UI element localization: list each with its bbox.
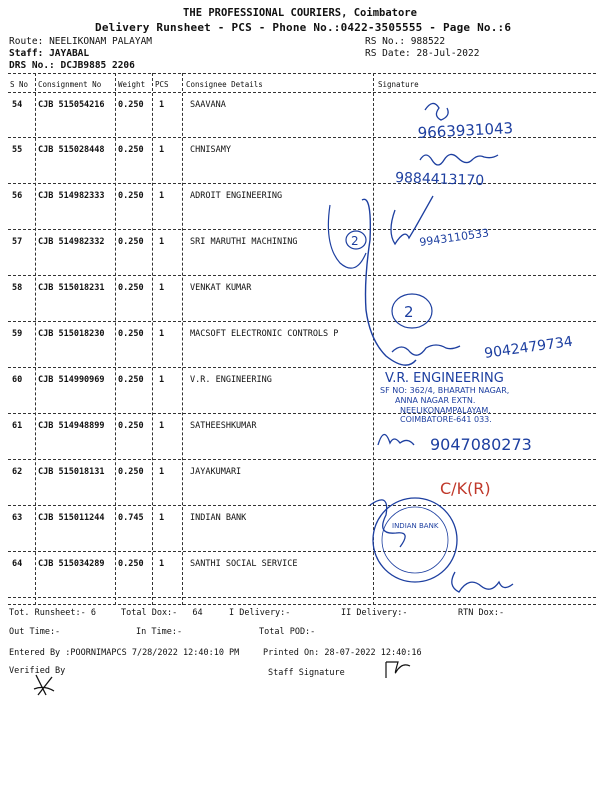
handwritten-phone: 9663931043 <box>417 119 514 142</box>
row-weight: 0.250 <box>118 237 144 247</box>
drs-label: DRS No.: <box>9 60 55 71</box>
entered-by-value: POORNIMAPCS 7/28/2022 12:40:10 PM <box>70 648 240 658</box>
signature-scribble <box>362 199 416 365</box>
col-header-sno: S No <box>10 80 29 89</box>
row-weight: 0.250 <box>118 559 144 569</box>
handwritten-phone: 9042479734 <box>483 333 574 362</box>
staff-signature-label: Staff Signature <box>268 668 345 678</box>
tot-runsheet <box>9 608 96 618</box>
handwritten-phone: 9884413170 <box>394 170 485 190</box>
row-consignment-no: CJB 515054216 <box>38 100 105 110</box>
rtn-dox-label: RTN Dox:- <box>458 608 505 618</box>
rs-date-value: 28-Jul-2022 <box>416 48 480 59</box>
row-consignee: MACSOFT ELECTRONIC CONTROLS P <box>190 329 339 339</box>
signature-scribble <box>425 103 448 120</box>
row-weight: 0.250 <box>118 100 144 110</box>
row-sno: 56 <box>12 191 23 201</box>
row-weight: 0.250 <box>118 145 144 155</box>
row-pcs: 1 <box>159 375 165 385</box>
row-consignment-no: CJB 514990969 <box>38 375 105 385</box>
rs-no-label: RS No.: <box>365 36 406 47</box>
stamp-name: V.R. ENGINEERING <box>385 371 504 386</box>
row-weight: 0.250 <box>118 191 144 201</box>
company-title: THE PROFESSIONAL COURIERS, Coimbatore <box>183 7 417 19</box>
row-consignee: ADROIT ENGINEERING <box>190 191 283 201</box>
row-sno: 62 <box>12 467 23 477</box>
stamp-address: SF NO: 362/4, BHARATH NAGAR, <box>380 386 510 395</box>
row-consignee: SATHEESHKUMAR <box>190 421 257 431</box>
row-sno: 61 <box>12 421 23 431</box>
row-consignment-no: CJB 514982333 <box>38 191 105 201</box>
stamp-address: NEELIKONAMPALAYAM, <box>400 406 491 415</box>
row-consignee: CHNISAMY <box>190 145 231 155</box>
bank-seal <box>373 498 457 582</box>
row-weight: 0.250 <box>118 467 144 477</box>
rs-date-label: RS Date: <box>365 48 411 59</box>
handwritten-phone: 9943110533 <box>418 226 490 249</box>
row-consignment-no: CJB 515018230 <box>38 329 105 339</box>
row-pcs: 1 <box>159 513 165 523</box>
row-weight: 0.250 <box>118 283 144 293</box>
row-pcs: 1 <box>159 191 165 201</box>
printed-on-label: Printed On: <box>263 648 320 658</box>
printed-on <box>263 648 422 658</box>
seal-outer-ring <box>373 498 457 582</box>
row-pcs: 1 <box>159 237 165 247</box>
handwritten-note: C/K(R) <box>440 479 491 498</box>
row-consignment-no: CJB 515018131 <box>38 467 105 477</box>
row-consignment-no: CJB 515034289 <box>38 559 105 569</box>
row-consignee: SAAVANA <box>190 100 226 110</box>
runsheet-subtitle: Delivery Runsheet - PCS - Phone No.:0422-3505555 - Page No.:6 <box>95 21 512 34</box>
out-time-label: Out Time:- <box>9 627 61 637</box>
row-consignee: JAYAKUMARI <box>190 467 242 477</box>
col-header-pcs: PCS <box>155 80 169 89</box>
row-sno: 54 <box>12 100 23 110</box>
row-pcs: 1 <box>159 467 165 477</box>
entered-by <box>9 648 239 658</box>
seal-inner-ring <box>382 507 448 573</box>
stamp-address: COIMBATORE-641 033. <box>400 415 492 424</box>
handwritten-phone: 9047080273 <box>430 435 532 454</box>
tot-runsheet-label: Tot. Runsheet:- <box>9 608 86 618</box>
signature-scribble <box>378 434 414 445</box>
row-consignment-no: CJB 515011244 <box>38 513 105 523</box>
route-label: Route: <box>9 36 44 47</box>
staff-signature-scribble <box>386 662 410 678</box>
row-weight: 0.250 <box>118 375 144 385</box>
row-sno: 64 <box>12 559 23 569</box>
total-pod-label: Total POD:- <box>259 627 316 637</box>
staff-value: JAYABAL <box>49 48 90 59</box>
row-weight: 0.250 <box>118 329 144 339</box>
row-pcs: 1 <box>159 100 165 110</box>
circled-number: 2 <box>404 303 414 321</box>
verified-by-signature <box>34 675 54 695</box>
col-header-consignment: Consignment No <box>38 80 102 89</box>
row-pcs: 1 <box>159 329 165 339</box>
row-pcs: 1 <box>159 145 165 155</box>
signature-scribble <box>452 572 513 592</box>
tot-runsheet-value: 6 <box>90 608 97 618</box>
row-consignee: INDIAN BANK <box>190 513 247 523</box>
row-consignment-no: CJB 515018231 <box>38 283 105 293</box>
row-sno: 58 <box>12 283 23 293</box>
total-dox-label: Total Dox:- <box>121 608 178 618</box>
row-sno: 60 <box>12 375 23 385</box>
row-consignment-no: CJB 515028448 <box>38 145 105 155</box>
company-stamp <box>380 371 509 424</box>
rs-no-value: 988522 <box>410 36 446 47</box>
signature-scribble <box>392 345 460 355</box>
row-pcs: 1 <box>159 559 165 569</box>
total-dox <box>121 608 203 618</box>
row-weight: 0.250 <box>118 421 144 431</box>
ii-delivery-label: II Delivery:- <box>341 608 408 618</box>
row-pcs: 1 <box>159 421 165 431</box>
row-consignment-no: CJB 514948899 <box>38 421 105 431</box>
row-consignee: VENKAT KUMAR <box>190 283 252 293</box>
col-header-consignee: Consignee Details <box>186 80 263 89</box>
row-sno: 63 <box>12 513 23 523</box>
signature-scribble <box>420 154 498 165</box>
row-consignee: SANTHI SOCIAL SERVICE <box>190 559 298 569</box>
in-time-label: In Time:- <box>136 627 183 637</box>
entered-by-label: Entered By : <box>9 648 71 658</box>
drs-value: DCJB9885 2206 <box>60 60 135 71</box>
total-dox-value: 64 <box>192 608 203 618</box>
col-header-signature: Signature <box>378 80 419 89</box>
route-value: NEELIKONAM PALAYAM <box>49 36 153 47</box>
row-consignee: V.R. ENGINEERING <box>190 375 272 385</box>
row-consignee: SRI MARUTHI MACHINING <box>190 237 298 247</box>
staff-label: Staff: <box>9 48 44 59</box>
col-header-weight: Weight <box>118 80 146 89</box>
verified-by-label: Verified By <box>9 666 66 676</box>
row-sno: 55 <box>12 145 23 155</box>
row-sno: 59 <box>12 329 23 339</box>
circled-number: 2 <box>351 234 359 248</box>
seal-text: INDIAN BANK <box>392 522 439 530</box>
i-delivery-label: I Delivery:- <box>229 608 291 618</box>
row-weight: 0.745 <box>118 513 144 523</box>
row-consignment-no: CJB 514982332 <box>38 237 105 247</box>
row-pcs: 1 <box>159 283 165 293</box>
row-sno: 57 <box>12 237 23 247</box>
stamp-address: ANNA NAGAR EXTN. <box>395 396 476 405</box>
printed-on-value: 28-07-2022 12:40:16 <box>324 648 422 658</box>
